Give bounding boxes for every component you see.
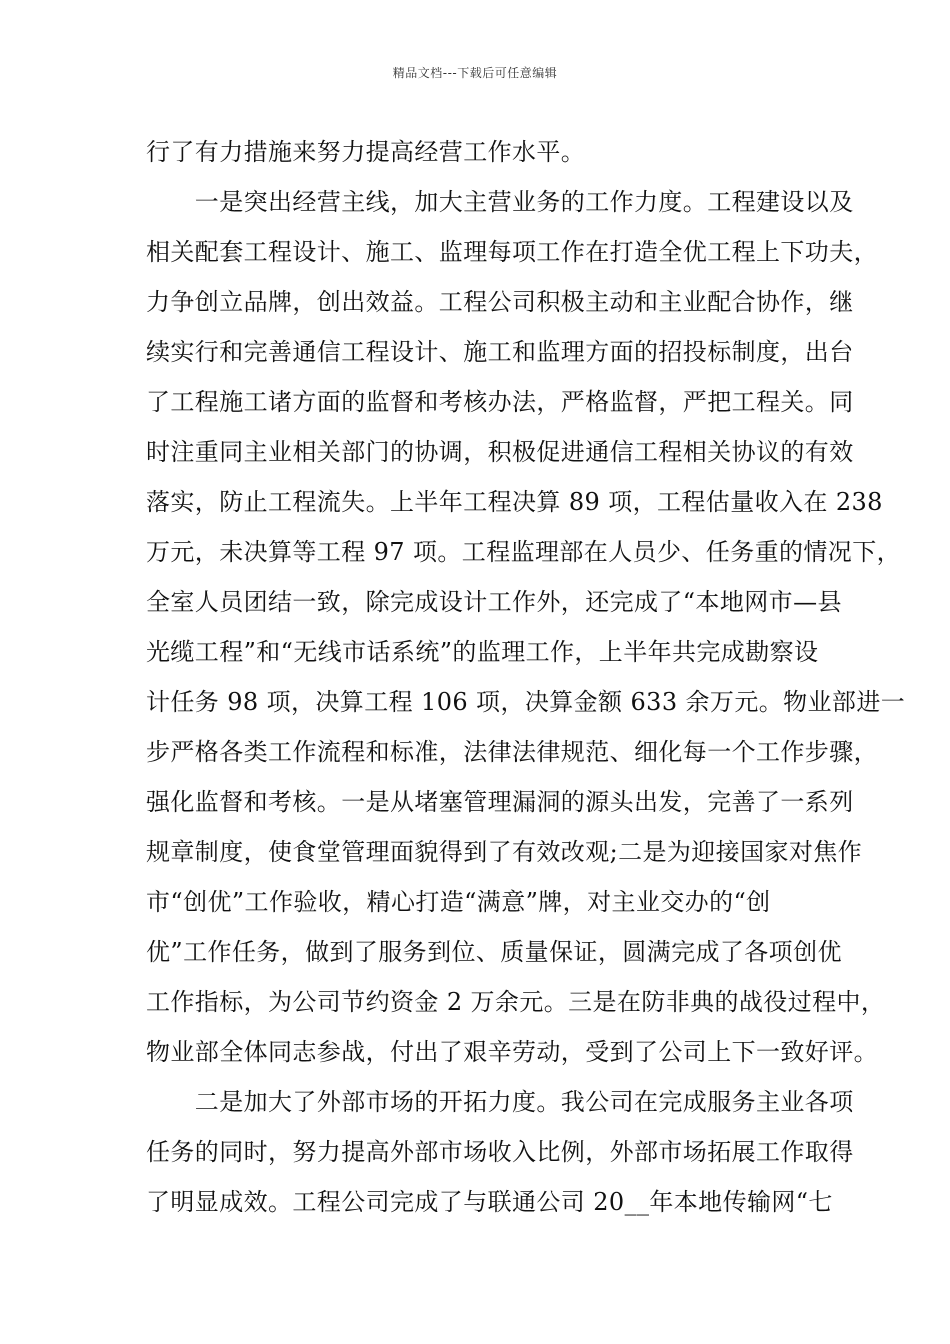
text-line: 续实行和完善通信工程设计、施工和监理方面的招投标制度，出台 — [146, 338, 854, 366]
text-line: 力争创立品牌，创出效益。工程公司积极主动和主业配合协作，继 — [146, 288, 854, 316]
text-line: 时注重同主业相关部门的协调，积极促进通信工程相关协议的有效 — [146, 438, 854, 466]
text-line: 计任务 98 项，决算工程 106 项，决算金额 633 余万元。物业部进一 — [146, 688, 906, 716]
text-line: 相关配套工程设计、施工、监理每项工作在打造全优工程上下功夫， — [146, 238, 878, 266]
text-line: 物业部全体同志参战，付出了艰辛劳动，受到了公司上下一致好评。 — [146, 1038, 878, 1066]
text-line: 二是加大了外部市场的开拓力度。我公司在完成服务主业各项 — [146, 1088, 854, 1116]
text-line: 万元，未决算等工程 97 项。工程监理部在人员少、任务重的情况下， — [146, 538, 901, 566]
text-line: 规章制度，使食堂管理面貌得到了有效改观;二是为迎接国家对焦作 — [146, 838, 863, 866]
text-line: 全室人员团结一致，除完成设计工作外，还完成了“本地网市—县 — [146, 588, 842, 616]
text-line: 光缆工程”和“无线市话系统”的监理工作，上半年共完成勘察设 — [146, 638, 819, 666]
text-line: 落实，防止工程流失。上半年工程决算 89 项，工程估量收入在 238 — [146, 488, 883, 516]
text-line: 步严格各类工作流程和标准，法律法律规范、细化每一个工作步骤， — [146, 738, 878, 766]
text-line: 行了有力措施来努力提高经营工作水平。 — [146, 138, 586, 166]
text-line: 强化监督和考核。一是从堵塞管理漏洞的源头出发，完善了一系列 — [146, 788, 854, 816]
text-line: 工作指标，为公司节约资金 2 万余元。三是在防非典的战役过程中， — [146, 988, 886, 1016]
text-line: 一是突出经营主线，加大主营业务的工作力度。工程建设以及 — [146, 188, 854, 216]
page-header: 精品文档---下载后可任意编辑 — [392, 66, 558, 80]
text-line: 了明显成效。工程公司完成了与联通公司 20__年本地传输网“七 — [146, 1188, 833, 1216]
text-line: 市“创优”工作验收，精心打造“满意”牌，对主业交办的“创 — [146, 888, 771, 916]
text-line: 了工程施工诸方面的监督和考核办法，严格监督，严把工程关。同 — [146, 388, 854, 416]
text-line: 任务的同时，努力提高外部市场收入比例，外部市场拓展工作取得 — [146, 1138, 854, 1166]
text-line: 优”工作任务，做到了服务到位、质量保证，圆满完成了各项创优 — [146, 938, 842, 966]
